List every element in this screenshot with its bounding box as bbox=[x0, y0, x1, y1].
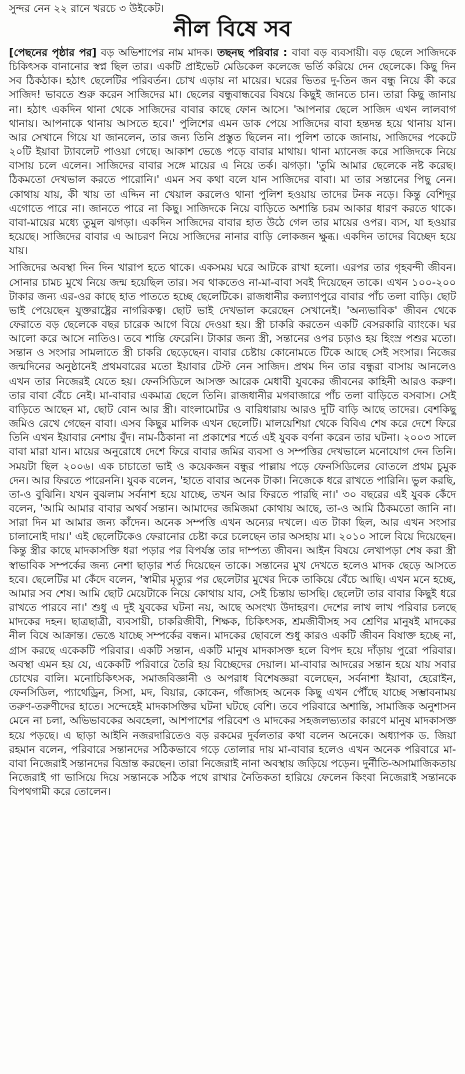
article-paragraph: সাজিদের অবস্থা দিন দিন খারাপ হতে থাকে। একসময় ঘরে আটকে রাখা হলো। এরপর তার গৃহবন্দী জীবন। সোনার চামচ মুখে নিয়ে জন্ম হয়েছিল তার। সব থাকতেও না-মা-বাবা সবই দিয়েছেন তাকে। এখন ১০০-২০০ টাকার জন্য এর-ওর কাছে হাত পাততে হচ্ছে ছেলেটিকে। রাজধানীর কল্যাণপুরে বাবার পাঁচ তলা বাড়ি। ছোট ভাই পেয়েছেন যুক্তরাষ্ট্রের নাগরিকত্ব। ছোট ভাই দেখভাল করেছেন সেখানেই। 'অন্যভাবিক' জীবন থেকে ফেরাতে বড় ছেলেকে বছর চারেক আগে বিয়ে দেওয়া হয়। স্ত্রী চাকরি করতেন একটি বেসরকারি ব্যাংকে। ঘর আলো করে আসে নাতিও। তবে শান্তি ফেরেনি। টাকার জন্য স্ত্রী, সন্তানের ওপর চড়াও হয় হিংস্র পশুর মতো। সন্তান ও সংসার সামলাতে স্ত্রী চাকরি ছেড়েছেন। বাবার চেষ্টায় কোনোমতে টিকে আছে সেই সংসার। নিজের জন্মদিনের অনুষ্ঠানেই প্রথমবারের মতো ইয়াবার টেস্ট নেন সাজিদ। প্রথম দিন তার বন্ধুরা বাসায় আনলেও এখন তার নিজেরই যেতে হয়। ফেনসিডিলে আসক্ত আরেক মেধাবী যুবকের জীবনের কাহিনী আরও করুণ। তার বাবা বেঁচে নেই। মা-বাবার একমাত্র ছেলে তিনি। রাজধানীর মগবাজারে পাঁচ তলা বাড়িতে বসবাস। সেই বাড়িতে আছেন মা, ছোট বোন আর স্ত্রী। বাংলামোটর ও বারিধারায় আরও দুটি বাড়ি আছে তাদের। বেশকিছু জমিও রেখে গেছেন বাবা। এসব কিছুর মালিক এখন ছেলেটি। মালয়েশিয়া থেকে বিবিএ শেষ করে দেশে ফিরে তিনি এখন ইয়াবার নেশায় বুঁদ। নাম-ঠিকানা না প্রকাশের শর্তে এই যুবক বর্ণনা করেন তার ঘটনা। ২০০৩ সালে বাবা মারা যান। মায়ের অনুরোধে দেশে ফিরে বাবার জমির ব্যবসা ও সম্পত্তির দেখভালে মনোযোগ দেন তিনি। সময়টা ছিল ২০০৬। এক চাচাতো ভাই ও কয়েকজন বন্ধুর পাল্লায় পড়ে ফেনসিডিলের বোতলে প্রথম চুমুক দেন। আর ফিরতে পারেননি। যুবক বলেন, 'হাতে বাবার অনেক টাকা। নিজেকে ধরে রাখতে পারিনি। ভুল করছি, তা-ও বুঝিনি। যখন বুঝলাম সর্বনাশ হয়ে যাচ্ছে, তখন আর ফিরতে পারছি না।' ৩০ বছরের এই যুবক কেঁদে বলেন, 'আমি আমার বাবার অথর্ব সন্তান। আমাদের জমিজমা কোথায় আছে, তা-ও আমি ঠিকমতো জানি না। সারা দিন মা আমার জন্য কাঁদেন। অনেক সম্পত্তি এখন অন্যের দখলে। এত টাকা ছিল, আর এখন সংসার চালানোই দায়।' এই ছেলেটিকেও ফেরানোর চেষ্টা করে চলেছেন তার অসহায় মা। ২০১০ সালে বিয়ে দিয়েছেন। কিন্তু স্ত্রীর কাছে মাদকাসক্তি ধরা পড়ার পর বিপর্যস্ত তার দাম্পত্য জীবন। আইন বিষয়ে লেখাপড়া শেষ করা স্ত্রী স্বাভাবিক সম্পর্কের জন্য নেশা ছাড়ার শর্ত দিয়েছেন তাকে। সন্তানের মুখ দেখতে হলেও মাদক ছেড়ে আসতে হবে। ছেলেটির মা কেঁদে বলেন, 'স্বামীর মৃত্যুর পর ছেলেটার মুখের দিকে তাকিয়ে বেঁচে আছি। এখন মনে হচ্ছে, আমার সব শেষ। আমি ছোট মেয়েটাকে নিয়ে কোথায় যাব, সেই চিন্তায় ভাসছি। ছেলেটা তার বাবার কিছুই ধরে রাখতে পারবে না।' শুধু এ দুই যুবকের ঘটনা নয়, আছে অসংখ্য উদাহরণ। দেশের লাখ লাখ পরিবার চলছে মাদকের দহন। ছাত্রছাত্রী, ব্যবসায়ী, চাকরিজীবী, শিক্ষক, চিকিৎসক, শ্রমজীবীসহ সব শ্রেণির মানুষই মাদকের নীল বিষে আক্রান্ত। ভেঙে যাচ্ছে সম্পর্কের বন্ধন। মাদকের ছোবলে শুধু কারও একটি জীবন বিষাক্ত হচ্ছে না, গ্রাস করছে একেকটি পরিবার। একটি সন্তান, একটি মানুষ মাদকাসক্ত হলে বিপদ হয়ে দাঁড়ায় পুরো পরিবার। অবস্থা এমন হয় যে, একেকটি পরিবারে তৈরি হয় বিচ্ছেদের দেয়াল। মা-বাবার আদরের সন্তান হয়ে যায় সবার চোখের বালি। মনোচিকিৎসক, সমাজবিজ্ঞানী ও অপরাধ বিশেষজ্ঞরা বলেছেন, সর্বনাশা ইয়াবা, হেরোইন, ফেনসিডিল, প্যাথেড্রিন, সিসা, মদ, বিয়ার, কোকেন, গাঁজাসহ অনেক কিছু এখন পৌঁছে যাচ্ছে সম্ভাবনাময় তরুণ-তরুণীদের হাতে। সন্দেহেই মাদকাসক্তির ঘটনা ঘটছে বেশি। তবে পরিবারে অশান্তি, সামাজিক অনুশাসন মেনে না চলা, অভিভাবকের অবহেলা, আশপাশের পরিবেশ ও মাদকের সহজলভ্যতার কারণে মানুষ মাদকাসক্ত হয়ে পড়ছে। এ ছাড়া আইনি নজরদারিতেও বড় রকমের দুর্বলতার কথা বলেন অনেকে। অধ্যাপক ড. জিয়া রহমান বলেন, পরিবারে সন্তানদের সঠিকভাবে গড়ে তোলার দায় মা-বাবার হলেও এখন অনেক পরিবারে মা-বাবা নিজেরাই সন্তানদের বিভ্রান্ত করছেন। তারা নিজেরাই নানা অবস্থায় জড়িয়ে পড়েন। দুর্নীতি-অসামাজিকতায় নিজেরাই গা ভাসিয়ে দিয়ে সন্তানকে সঠিক পথে রাখার নৈতিকতা হারিয়ে ফেলেন কিংবা নিজেরাই সন্তানকে বিপথগামী করে তোলেন। bbox=[9, 262, 456, 799]
previous-article-tail: সুন্দর নেন ২২ রানে খরচে ৩ উইকেট। bbox=[9, 3, 164, 15]
section-tag: তছনছ পরিবার : bbox=[217, 47, 292, 59]
article-body bbox=[9, 46, 456, 799]
paragraph-lead-text: বড় অভিশাপের নাম মাদক। তছনছ পরিবার : বাবা বড় ব্যবসায়ী। বড় ছেলে সাজিদকে চিকিৎসক বানানোর স্বপ্ন ছিল তার। একটি প্রাইভেট মেডিকেল কলেজে ভর্তি করিয়ে দেন ছেলেকে। কিছু দিন সব ঠিকঠাক। হঠাৎ ছেলেটির পরিবর্তন। চোখ এড়ায় না মায়ের। ঘরের ভিতর দু-তিন জন বন্ধু নিয়ে কী করে সাজিদ! ভাবতে শুরু করেন সাজিদের মা। ছেলের বন্ধুবান্ধবের বিষয়ে কিছুই জানতে চান। তারা কিছু জানায় না। হঠাৎ একদিন থানা থেকে সাজিদের বাবার কাছে ফোন আসে। 'আপনার ছেলে সাজিদ এখন লালবাগ থানায়। আপনাকে থানায় আসতে হবে।' পুলিশের এমন ডাক পেয়ে সাজিদের বাবা হন্তদন্ত হয়ে থানায় যান। আর সেখানে গিয়ে যা জানলেন, তার জন্য তিনি প্রস্তুত ছিলেন না। পুলিশ তাকে জানায়, সাজিদের পকেটে ২০টি ইয়াবা ট্যাবলেট পাওয়া গেছে। আকাশ ভেঙে পড়ে বাবার মাথায়। থানা ম্যানেজ করে সাজিদকে নিয়ে বাসায় চলে এলেন। সাজিদের বাবার সঙ্গে মায়ের এ নিয়ে তর্ক। ঝগড়া। 'তুমি আমার ছেলেকে নষ্ট করেছ। ঠিকমতো দেখভাল করতে পারোনি।' এমন সব কথা বলে যান সাজিদের বাবা। মা তার সন্তানের পিছু নেন। কোথায় যায়, কী খায় তা এদ্দিন না খেয়াল করলেও থানা পুলিশ হওয়ায় তাদের টনক নড়ে। কিন্তু বেশিদূর এগোতে পারে না। জানতে পারে না কিছু। সাজিদকে নিয়ে বাড়িতে অশান্তি চরম আকার ধারণ করতে থাকে। বাবা-মায়ের মধ্যে তুমুল ঝগড়া। একদিন সাজিদের বাবার হাত উঠে গেল তার মায়ের ওপর। ব্যস, যা হওয়ার হয়েছে। সাজিদের বাবার এ আচরণ নিয়ে সাজিদের নানার বাড়ি লোকজন ক্ষুব্ধ। একদিন তাদের বিচ্ছেদ হয়ে যায়। bbox=[9, 47, 456, 258]
article-paragraph bbox=[9, 46, 456, 258]
article-headline: নীল বিষে সব bbox=[173, 17, 292, 42]
continuation-tag: [পেছনের পৃষ্ঠার পর] bbox=[9, 47, 97, 59]
